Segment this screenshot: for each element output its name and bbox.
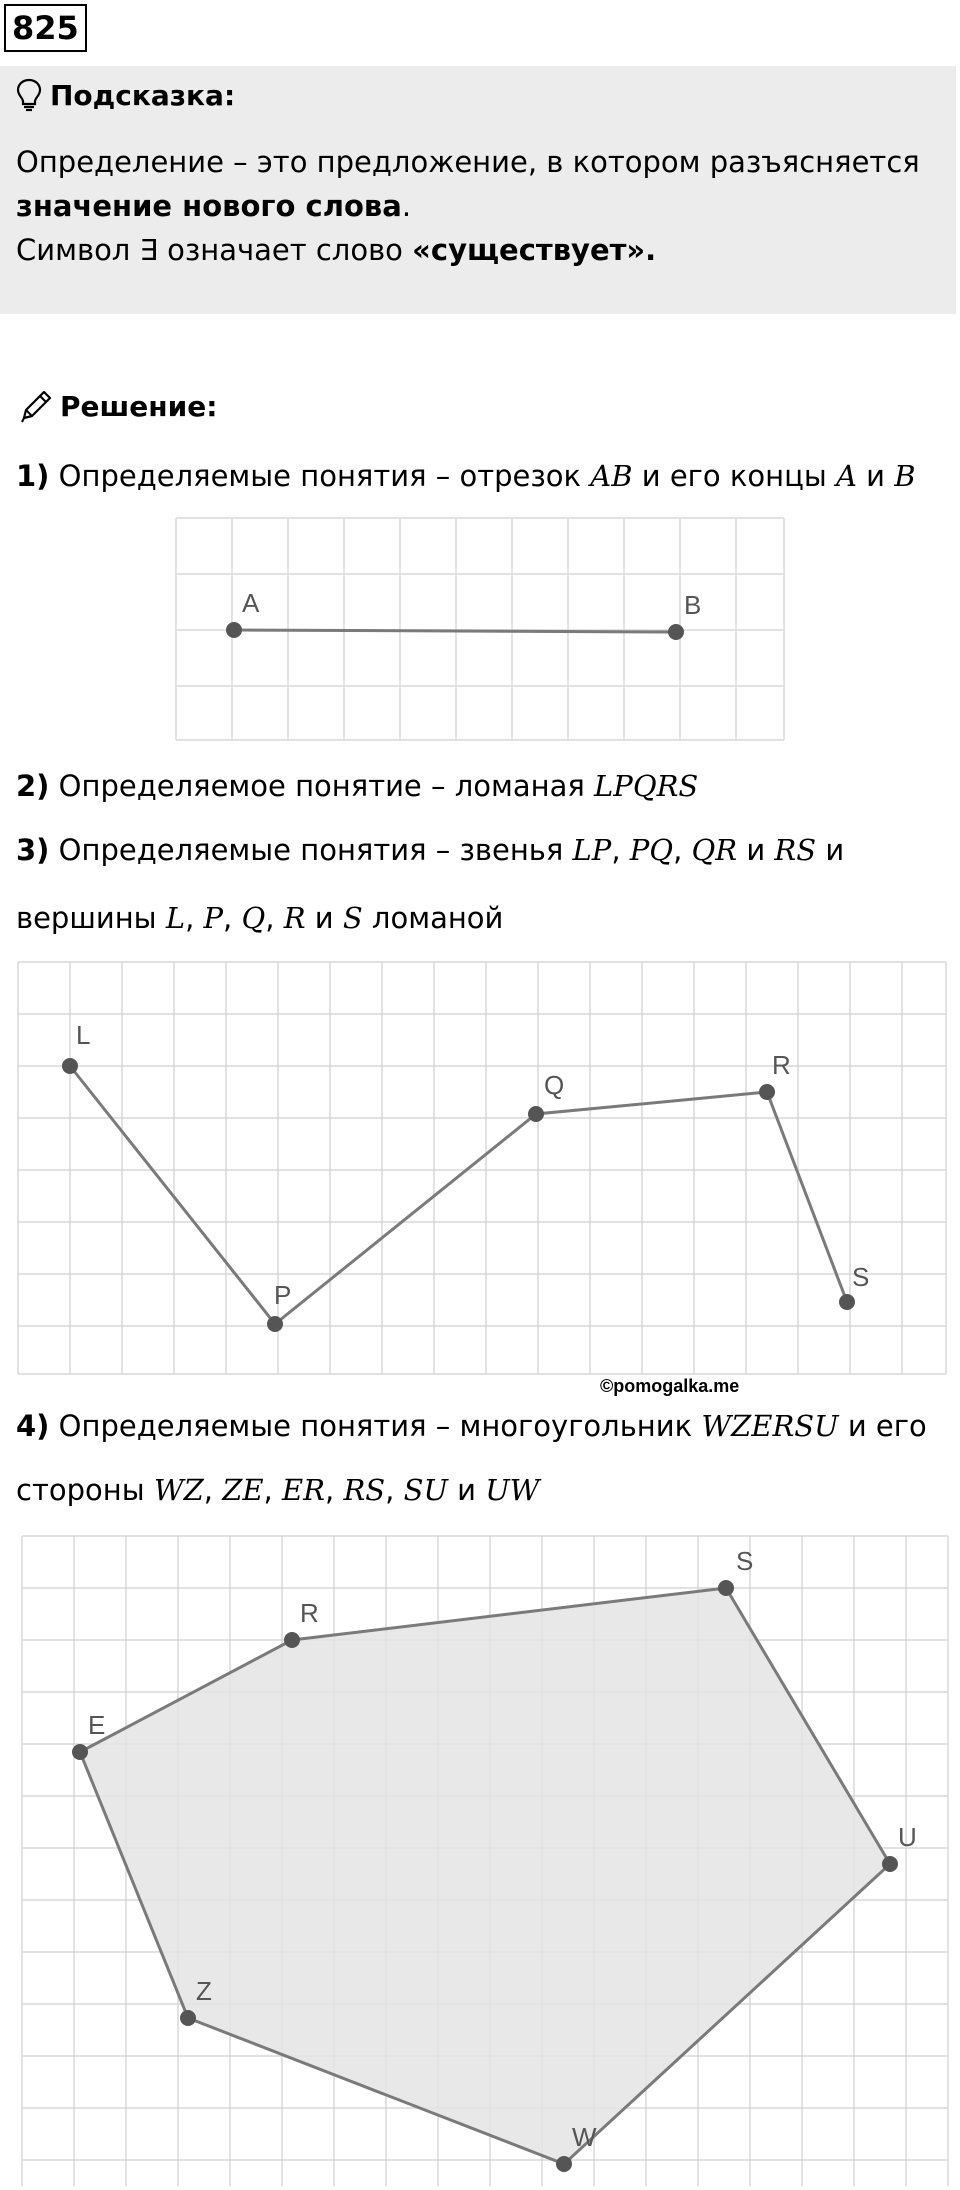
math-lpqrs: LPQRS: [594, 769, 699, 803]
label-r: R: [772, 1050, 791, 1080]
comma: ,: [265, 901, 284, 935]
comma: ,: [185, 901, 204, 935]
item-4-line-1: [16, 1404, 927, 1448]
math-su: SU: [403, 1473, 448, 1507]
point-p: [267, 1316, 283, 1332]
math-rs-side: RS: [343, 1473, 386, 1507]
math-qr: QR: [691, 833, 738, 867]
item-4-line-2: [16, 1468, 539, 1512]
label-l: L: [76, 1020, 91, 1050]
item-1-text: Определяемые понятия – отрезок: [49, 459, 591, 493]
hint-bold-text: значение нового слова: [16, 189, 402, 223]
polyline-lpqrs: [70, 1066, 847, 1324]
math-b: B: [894, 459, 916, 493]
comma: ,: [325, 1473, 344, 1507]
item-3-and: и: [737, 833, 775, 867]
label-b: B: [684, 590, 702, 620]
hint-line-2: [16, 184, 411, 228]
label-s: S: [852, 1262, 870, 1292]
math-l: L: [165, 901, 186, 935]
item-2-number: 2): [16, 769, 50, 803]
point-r: [284, 1632, 300, 1648]
item-3-number: 3): [16, 833, 50, 867]
hint-line3-bold: «существует».: [412, 233, 657, 267]
item-1-number: 1): [16, 459, 50, 493]
item-2: [16, 764, 698, 808]
label-r: R: [300, 1598, 319, 1628]
polyline-figure: [16, 960, 950, 1378]
solution-header: [18, 388, 217, 424]
point-s: [718, 1580, 734, 1596]
item-1-text-3: и: [856, 459, 895, 493]
grid: [18, 962, 946, 1374]
item-3-text: Определяемые понятия – звенья: [49, 833, 573, 867]
item-3-line-2: [16, 896, 503, 940]
point-s: [839, 1294, 855, 1310]
solution-title: Решение:: [60, 389, 218, 423]
item-3-and-2: и: [305, 901, 343, 935]
math-p: P: [203, 901, 224, 935]
math-q: Q: [241, 901, 266, 935]
watermark: ©pomogalka.me: [600, 1376, 740, 1396]
item-4-text: Определяемые понятия – многоугольник: [49, 1409, 702, 1443]
label-e: E: [88, 1710, 106, 1740]
item-4-number: 4): [16, 1409, 50, 1443]
label-p: P: [274, 1280, 292, 1310]
item-3-and-end: и: [816, 833, 845, 867]
math-rs: RS: [774, 833, 817, 867]
label-q: Q: [544, 1070, 565, 1100]
comma: ,: [263, 1473, 282, 1507]
point-b: [668, 624, 684, 640]
comma: ,: [611, 833, 630, 867]
math-er: ER: [281, 1473, 325, 1507]
comma: ,: [203, 1473, 223, 1507]
item-3-line-1: [16, 828, 844, 872]
label-u: U: [898, 1822, 917, 1852]
math-uw: UW: [485, 1473, 540, 1507]
point-l: [62, 1058, 78, 1074]
hint-title: Подсказка:: [50, 78, 236, 112]
item-3-end-text: ломаной: [362, 901, 504, 935]
segment-ab: [234, 630, 676, 632]
point-a: [226, 622, 242, 638]
hint-line3-text: Символ ∃ означает слово: [16, 233, 413, 267]
polygon-figure: [20, 1534, 950, 2188]
hint-period: .: [401, 189, 412, 223]
item-4-text-end: и его: [838, 1409, 927, 1443]
math-s: S: [342, 901, 363, 935]
math-pq: PQ: [629, 833, 674, 867]
math-wzersu: WZERSU: [701, 1409, 839, 1443]
segment-figure: [170, 512, 790, 746]
math-lp: LP: [572, 833, 612, 867]
pencil-icon: [18, 388, 54, 424]
hint-line-1: Определение – это предложение, в котором разъясняется: [16, 145, 920, 179]
polygon-wzersu: [80, 1588, 890, 2164]
item-2-text: Определяемое понятие – ломаная: [49, 769, 595, 803]
item-1: [16, 454, 916, 498]
point-u: [882, 1856, 898, 1872]
hint-line-3: [16, 228, 656, 272]
math-a: A: [835, 459, 857, 493]
label-a: A: [242, 588, 260, 618]
math-ab: AB: [590, 459, 633, 493]
math-r: R: [283, 901, 306, 935]
label-s: S: [736, 1546, 754, 1576]
point-q: [528, 1106, 544, 1122]
point-z: [180, 2010, 196, 2026]
comma: ,: [673, 833, 692, 867]
item-4-and: и: [447, 1473, 486, 1507]
label-w: W: [572, 2122, 597, 2152]
item-3-vertices-text: вершины: [16, 901, 166, 935]
item-1-text-2: и его концы: [632, 459, 836, 493]
lightbulb-icon: [16, 78, 42, 112]
point-r: [759, 1084, 775, 1100]
hint-header: [16, 78, 235, 112]
math-ze: ZE: [222, 1473, 264, 1507]
comma: ,: [385, 1473, 404, 1507]
point-w: [556, 2156, 572, 2172]
problem-number: 825: [4, 4, 87, 52]
point-e: [72, 1744, 88, 1760]
math-wz: WZ: [153, 1473, 204, 1507]
item-4-sides-text: стороны: [16, 1473, 154, 1507]
label-z: Z: [196, 1976, 212, 2006]
comma: ,: [223, 901, 242, 935]
